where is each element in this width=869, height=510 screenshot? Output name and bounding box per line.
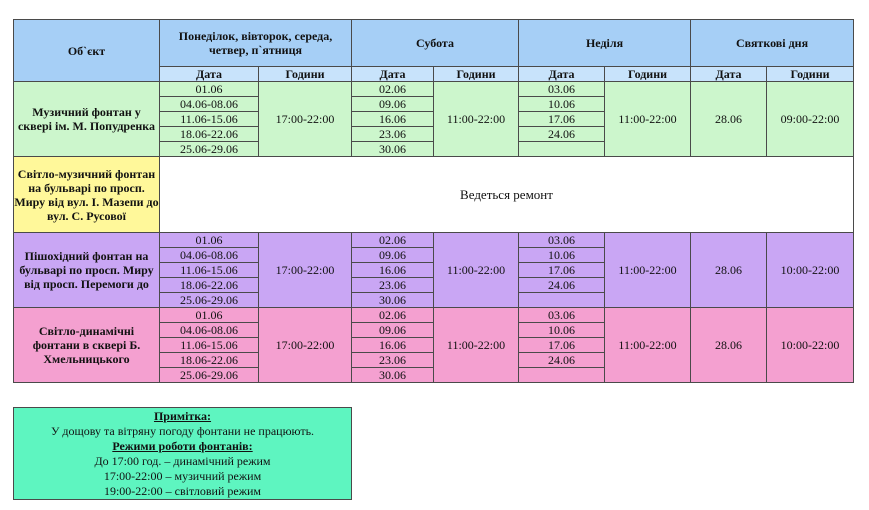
- sunday-hours: 11:00-22:00: [605, 308, 691, 383]
- subheader-hours: Години: [259, 67, 352, 82]
- weekday-date: 04.06-08.06: [160, 323, 259, 338]
- weekday-date: 01.06: [160, 233, 259, 248]
- saturday-date: 30.06: [352, 368, 434, 383]
- weekday-date: 18.06-22.06: [160, 353, 259, 368]
- note-box: [13, 407, 352, 500]
- weekday-date: 18.06-22.06: [160, 127, 259, 142]
- mode-musical: 17:00-22:00 – музичний режим: [103, 469, 262, 483]
- holiday-date: 28.06: [691, 233, 767, 308]
- sunday-date: 24.06: [519, 353, 605, 368]
- subheader-hours: Години: [767, 67, 854, 82]
- sunday-date: 17.06: [519, 263, 605, 278]
- sunday-hours: 11:00-22:00: [605, 233, 691, 308]
- weekday-date: 18.06-22.06: [160, 278, 259, 293]
- sunday-date: 10.06: [519, 248, 605, 263]
- sunday-date: 17.06: [519, 338, 605, 353]
- subheader-hours: Години: [605, 67, 691, 82]
- weekday-hours: 17:00-22:00: [259, 308, 352, 383]
- saturday-hours: 11:00-22:00: [434, 82, 519, 157]
- saturday-date: 09.06: [352, 248, 434, 263]
- subheader-date: Дата: [691, 67, 767, 82]
- saturday-date: 23.06: [352, 353, 434, 368]
- object-name: Світло-музичний фонтан на бульварі по просп. Миру від вул. І. Мазепи до вул. С. Русової: [14, 157, 160, 233]
- weekday-date: 04.06-08.06: [160, 97, 259, 112]
- saturday-date: 09.06: [352, 97, 434, 112]
- saturday-date: 23.06: [352, 127, 434, 142]
- weekday-hours: 17:00-22:00: [259, 233, 352, 308]
- sunday-date: 03.06: [519, 82, 605, 97]
- sunday-date: 24.06: [519, 278, 605, 293]
- saturday-date: 02.06: [352, 308, 434, 323]
- subheader-date: Дата: [352, 67, 434, 82]
- sunday-date: 10.06: [519, 97, 605, 112]
- sunday-date: [519, 293, 605, 308]
- weekday-date: 11.06-15.06: [160, 112, 259, 127]
- weekday-date: 11.06-15.06: [160, 263, 259, 278]
- holiday-hours: 09:00-22:00: [767, 82, 854, 157]
- weekday-date: 11.06-15.06: [160, 338, 259, 353]
- saturday-date: 02.06: [352, 233, 434, 248]
- saturday-date: 16.06: [352, 263, 434, 278]
- object-name: Пішохідний фонтан на бульварі по просп. Миру від просп. Перемоги до: [14, 233, 160, 308]
- note-title: Примітка:: [153, 409, 212, 423]
- saturday-hours: 11:00-22:00: [434, 233, 519, 308]
- header-saturday: Субота: [352, 20, 519, 67]
- header-object: Об`єкт: [14, 20, 160, 82]
- subheader-date: Дата: [519, 67, 605, 82]
- weekday-date: 01.06: [160, 308, 259, 323]
- saturday-date: 02.06: [352, 82, 434, 97]
- mode-dynamic: До 17:00 год. – динамічний режим: [94, 454, 271, 468]
- fountain-schedule-table: [13, 19, 854, 383]
- holiday-hours: 10:00-22:00: [767, 233, 854, 308]
- sunday-date: 17.06: [519, 112, 605, 127]
- weekday-hours: 17:00-22:00: [259, 82, 352, 157]
- weekday-date: 04.06-08.06: [160, 248, 259, 263]
- modes-title: Режими роботи фонтанів:: [112, 439, 253, 453]
- header-holidays: Святкові дня: [691, 20, 854, 67]
- holiday-date: 28.06: [691, 82, 767, 157]
- repair-status: Ведеться ремонт: [160, 157, 854, 233]
- sunday-date: [519, 368, 605, 383]
- saturday-date: 23.06: [352, 278, 434, 293]
- schedule-document: [13, 19, 853, 498]
- header-weekdays: Понеділок, вівторок, середа, четвер, п`ятниця: [160, 20, 352, 67]
- weekday-date: 25.06-29.06: [160, 293, 259, 308]
- object-name: Світло-динамічні фонтани в сквері Б. Хмельницького: [14, 308, 160, 383]
- saturday-date: 16.06: [352, 112, 434, 127]
- sunday-date: 03.06: [519, 233, 605, 248]
- weekday-date: 25.06-29.06: [160, 142, 259, 157]
- saturday-hours: 11:00-22:00: [434, 308, 519, 383]
- holiday-date: 28.06: [691, 308, 767, 383]
- sunday-date: 10.06: [519, 323, 605, 338]
- sunday-date: 24.06: [519, 127, 605, 142]
- saturday-date: 09.06: [352, 323, 434, 338]
- subheader-hours: Години: [434, 67, 519, 82]
- header-sunday: Неділя: [519, 20, 691, 67]
- mode-light: 19:00-22:00 – світловий режим: [103, 484, 262, 498]
- saturday-date: 30.06: [352, 142, 434, 157]
- saturday-date: 16.06: [352, 338, 434, 353]
- weekday-date: 01.06: [160, 82, 259, 97]
- note-text: У дощову та вітряну погоду фонтани не працюють.: [50, 424, 315, 438]
- holiday-hours: 10:00-22:00: [767, 308, 854, 383]
- object-name: Музичний фонтан у сквері ім. М. Попудренка: [14, 82, 160, 157]
- saturday-date: 30.06: [352, 293, 434, 308]
- weekday-date: 25.06-29.06: [160, 368, 259, 383]
- sunday-hours: 11:00-22:00: [605, 82, 691, 157]
- sunday-date: [519, 142, 605, 157]
- subheader-date: Дата: [160, 67, 259, 82]
- sunday-date: 03.06: [519, 308, 605, 323]
